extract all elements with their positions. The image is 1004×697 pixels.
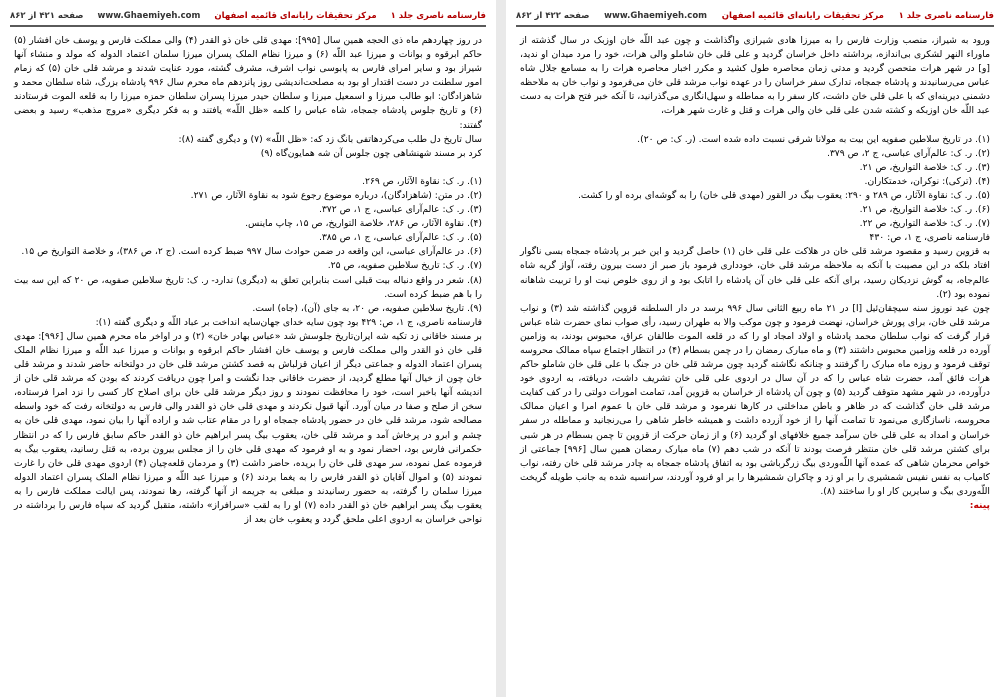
footnote: (۲). در متن: (شاهزادگان)، درباره موضوع رجوع شود به نقاوة الآثار، ص ۲۷۱. (190, 189, 482, 201)
footnote: (۴). (ترکی): نوکران، خدمتکاران. (864, 175, 990, 187)
organization-name: مرکز تحقیقات رایانه‌ای قائمیه اصفهان (721, 11, 884, 21)
page-gutter (496, 0, 506, 697)
footnote: (۷). ر. ک: تاریخ سلاطین صفویه، ص ۲۵. (327, 260, 482, 272)
website-link[interactable]: www.Ghaemiyeh.com (97, 11, 201, 21)
footnote: (۹). تاریخ سلاطین صفویه، ص ۲۰، به جای (آن)، (جاه) است. (252, 302, 482, 314)
footnote: (۱). در تاریخ سلاطین صفویه این بیت به مولانا شرقی نسبت داده شده است. (ر. ک: ص ۲۰). (637, 133, 990, 145)
organization-name: مرکز تحقیقات رایانه‌ای قائمیه اصفهان (214, 11, 377, 21)
right-page (506, 0, 1004, 697)
footnote: (۴). نقاوة الآثار، ص ۲۸۶، خلاصة التواریخ، ص ۱۵، چاپ ماینس. (245, 218, 482, 230)
book-title: فارسنامه ناصری جلد ۱ (898, 11, 994, 21)
body-paragraph: بر مسند خاقانی زد تکیه شه ایران‌تاریخ جلوسش شد «عباس بهادر خان» (۲) و در اواخر ماه محرم همین سال [۹۹۶]: مهدی قلی خان ذو القدر والی مملکت فارس و یوسف خان افشار حاکم ابرقوه و بوانات و میرزا عبد اللّه و میرزا نظام الملک پسران اعتماد الدوله و جماعتی دیگر از اعیان قزلباش به قصد کشتن مرشد قلی خان در دولتخانه حاضر شدند و مرشد قلی خان چون از خیال آنها مطلع گردید، از حضرت خاقانی جدا نگشت و امرا چون دریافت کردند که بودن که مرشد قلی خان از اندیشه آنها باخبر است، خود را محافظت نمودند و روز دیگر مرشد قلی خان برای اصلاح کار کسی را نزد امرا فرستاده، سخن از صلح و صفا در میان آورد. آنها قبول نکردند و مهدی قلی خان ذو القدر والی فارس به دولتخانه رفت که خود واسطه مصالحه شود، مرشد قلی خان در حضور پادشاه جمجاه او را در مقام عتاب شد و اراده آنها را بیان نمود، مهدی قلی خان به چشم و ابرو در پرخاش آمد و مرشد قلی خان، یعقوب بیگ پسر ابراهیم خان ذو القدر حاکم سابق فارس را که در انتظار حکمرانی فارس بود، احضار نمود و به او فرمود که مهدی قلی خان را از مجلس بیرون برده، به قتل رسانید، یعقوب بیگ به فرموده عمل نموده، سر مهدی قلی خان را بریده، حاضر داشت (۳) و مردمان قلعه‌چیان (۴) اردوی مهدی قلی خان را غارت نمودند (۵) و اموال آقایان ذو القدر فارس را به یغما بردند (۶) و میرزا عبد اللّه و میرزا نظام الملک پسران اعتماد الدوله میرزا سلمان را گرفته، به حضور رسانیدند و مبلغی به جریمه از آنها گرفته، رها نمودند، پس ایالت مملکت فارس را به یعقوب بیگ پسر ابراهیم خان ذو القدر داده (۷) او را به لقب «سرافراز» داشته، متقبل گردید که سپاه فارس را برداشته در نواحی خراسان به اردوی اعلی ملحق گردد و یعقوب خان بعد از (14, 330, 482, 526)
footnote: (۶). ر. ک: خلاصة التواریخ، ص ۲۱. (859, 204, 990, 216)
body-paragraph: چون عید نوروز سنه سیچقان‌ئیل [ا] در ۲۱ ماه ربیع الثانی سال ۹۹۶ برسد در دار السلطنه قزوین گذاشته شد (۳) و نواب مرشد قلی خان، برای پورش خراسان، نهضت فرمود و چون موکب والا به طهران رسید، رأی صواب نمای حضرت شاه عباس قرار گرفت که نواب سلطان محمد پادشاه و اولاد امجاد او را که در قلعه الموت طالقان عراق، محبوس بودند، به وزامین آورده در قلعه وزامین محبوس داشتند (۳) و ماه مبارک رمضان را در چمن بسطام (۴) در انتظار اجتماع سپاه ممالک محروسه توقف فرمود و روزه ماه مبارک را گرفتند و چنانکه نگاشته گردید چون مرشد قلی خان در جنگ با علی قلی خان شاملو حاکم هرات فائق آمد، حضرت شاه عباس را که در آن سال در اردوی علی قلی خان تشریف داشت، دریافته، به اردوی خود درآورده، در شهر مشهد متوقف گردید (۵) و چون آن پادشاه از خراسان به قزوین آمد، تمامت امورات دولتی را در کف کفایت مرشد قلی خان گذاشت که در ظاهر و باطن مداخلتی در کارها نفرمود و مرشد قلی خان با عموم امرا و اعیان ممالک محروسه، ناسازگاری می‌نمود تا تمامت آنها را از خود آزرده داشت و همیشه خاطر شاهی را می‌رنجانید و مماطله در سفر خراسان و امداد به علی قلی خان سرآمد جمیع خلافهای او گردید (۶) و از زمان حرکت از قزوین تا چمن بسطام در هر شبی برای کشتن مرشد قلی خان منتظر فرصت بودند تا آنکه در شب دهم (۷) ماه مبارک رمضان همین سال [۹۹۶] جماعتی از خواص محرمان شاهی که عمده آنها اللّه‌وردی بیگ زرگرباشی بود به اتفاق پادشاه جمجاه به چادر مرشد قلی خان رفته، نواب کامیاب به نفس نفیس شمشیری را بر او زد و چاکران شمشیرها را بر او فرود آوردند، سرانسیه شده به جانب طویله گریخت اللّه‌وردی بیگ و سایرین کار او را ساختند (۸). (520, 302, 991, 497)
footnote: (۳). ر. ک: خلاصة التواریخ، ص ۲۱. (859, 161, 990, 173)
page-body (14, 34, 482, 689)
page-number: صفحه ۴۲۱ از ۸۶۲ (10, 11, 84, 21)
footnote: (۶). در عالم‌آرای عباسی، این واقعه در ضمن حوادث سال ۹۹۷ ضبط کرده است. (ج ۲، ص ۳۸۶)، و خلاصة التواریخ ص ۱۵. (21, 246, 482, 258)
footnote: (۲). ر. ک: عالم‌آرای عباسی، ج ۲، ص ۳۷۹. (826, 147, 990, 159)
poem-line: کرد بر مسند شهنشاهی چون جلوس آن شه همایون‌گاه (۹) (260, 147, 482, 159)
footnotes (520, 133, 990, 232)
footer-label: پینه: (969, 500, 990, 511)
book-title: فارسنامه ناصری جلد ۱ (390, 11, 486, 21)
footnotes (14, 175, 482, 316)
page-header (516, 8, 994, 27)
page-number: صفحه ۴۲۲ از ۸۶۲ (516, 11, 590, 21)
footnote: (۷). ر. ک: خلاصة التواریخ، ص ۲۲. (859, 218, 990, 230)
left-page (0, 0, 496, 697)
footnote: (۵). ر. ک: عالم‌آرای عباسی، ج ۱، ص ۳۸۵. (318, 232, 482, 244)
body-paragraph: در روز چهاردهم ماه ذی الحجه همین سال [۹۹۵]: مهدی قلی خان ذو القدر (۴) والی مملکت فارس و یوسف خان افشار (۵) حاکم ابرقوه و بوانات و میرزا عبد اللّه (۶) و میرزا نظام الملک پسران میرزا سلمان اعتماد الدوله که مولد و منشاء آنها شیراز بود و سایر امرای فارس به پابوسی نواب اشرف، مشرف گشته، مورد عنایت شدند و مرشد قلی خان (۵) که زمام امور سلطنت در دست اقتدار او بود به مصلحت‌اندیشی روز پانزدهم ماه محرم سال ۹۹۶ پادشاه بزرگ، شاه سلطان محمد و شاهزادگان: ابو طالب میرزا و اسمعیل میرزا و سلطان حیدر میرزا پسران سلطان حمزه میرزا را به قلعه الموت فرستادند (۶) و تاریخ جلوس پادشاه جمجاه، شاه عباس را کلمه «ظل اللّه» یافتند و به فکر دیگری «مروج مذهب» رسید و بعضی گفتند: (14, 35, 483, 131)
poem-line: سال تاریخ دل طلب می‌کردهاتفی بانگ زد که: «ظل اللّه» (۷) و دیگری گفته (۸): (178, 133, 482, 145)
website-link[interactable]: www.Ghaemiyeh.com (604, 11, 708, 21)
footnote: (۵). ر. ک: نقاوة الآثار، ص ۲۸۹ و ۲۹۰: یعقوب بیگ در القور (مهدی قلی خان) را به گوشه‌ای برده او را کشت. (578, 189, 990, 201)
page-header (10, 8, 486, 27)
footnote: (۸). شعر در واقع دنباله بیت قبلی است بنابراین تعلق به (دیگری) ندارد- ر. ک: تاریخ سلاطین صفویه، ص ۲۰ که این سه بیت را با هم ضبط کرده است. (14, 274, 483, 300)
page-body (520, 34, 990, 689)
body-paragraph: به قزوین رسید و مقصود مرشد قلی خان در هلاکت علی قلی خان (۱) حاصل گردید و این خبر بر پادشاه جمجاه بسی ناگوار افتاد بلکه در این مصیبت با آنکه به ملاحظه مرشد قلی خان، خودداری فرمود باز صبر از دست بیرون رفته، آواز گریه شاه عالم‌جاه، به گوش نزدیکان رسید، برای آنکه علی قلی خان آن پادشاه را اتابک بود و از روی خلوص نیت او را تربیت شاهانه نموده بود (۲). (520, 246, 990, 300)
body-paragraph: ورود به شیراز، منصب وزارت فارس را به میرزا هادی شیرازی واگذاشت و چون عبد اللّه خان اوزبک در سال گذشته از ماوراء النهر لشکری بی‌اندازه، برداشته داخل خراسان گردید و علی قلی خان شاملو والی هرات، خود را مرد میدان او ندید، [و] در شهر هرات متحصن گردید و مدتی زمان محاصره طول کشید و مکرر اخبار محاصره هرات را به مسامع جلال شاه عباس می‌رسانیدند و پادشاه جمجاه، تدارک سفر خراسان را در عهده نواب مرشد قلی خان می‌فرمود و نواب خان به ملاحظه دشمنی دیرینه‌ای که با علی قلی خان داشت، کار سفر را به مماطله و سهل‌انگاری می‌گذرانید، تا آنکه خبر فتح هرات به دست عبد اللّه خان اوزبکه و کشته شدن علی قلی خان والی هرات و قتل و غارت شهر هرات، (520, 35, 990, 117)
page-reference: فارسنامه ناصری، ج ۱، ص: ۴۲۹ بود چون سایه خدای جهان‌سایه انداخت بر عباد اللّه و دیگری گفته (۱): (95, 316, 482, 328)
footnote: (۳). ر. ک: عالم‌آرای عباسی، ج ۱، ص ۳۷۲. (318, 204, 482, 216)
page-reference: فارسنامه ناصری، ج ۱، ص: ۴۳۰ (869, 232, 990, 244)
footnote: (۱). ر. ک: نقاوة الآثار، ص ۲۶۹. (362, 175, 482, 187)
